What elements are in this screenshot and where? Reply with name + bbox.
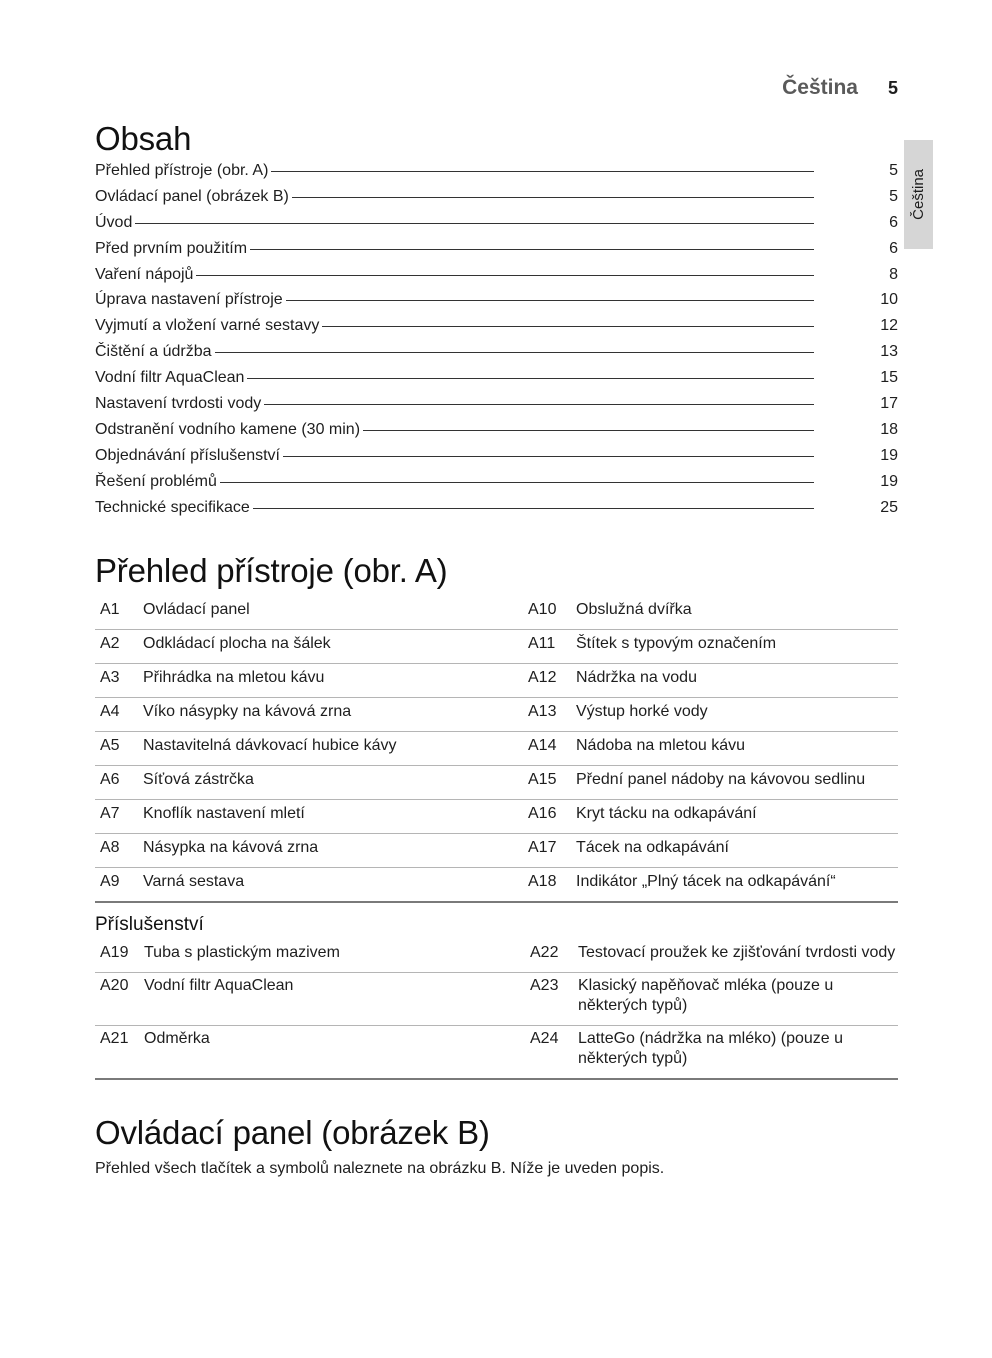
part-code: A8: [100, 839, 120, 857]
toc-entry[interactable]: [95, 447, 898, 473]
toc-entry-page: 6: [889, 239, 898, 257]
toc-entry[interactable]: [95, 162, 898, 188]
toc-entry-page: 10: [880, 291, 898, 309]
part-row: [95, 800, 898, 834]
part-row: [95, 732, 898, 766]
part-name: Štítek s typovým označením: [576, 635, 777, 653]
part-name: Výstup horké vody: [576, 703, 708, 721]
table-of-contents: [95, 162, 898, 524]
toc-leader-line: [264, 404, 814, 405]
toc-leader-line: [253, 508, 814, 509]
part-code: A20: [100, 977, 129, 995]
part-code: A10: [528, 601, 557, 619]
part-name: Přední panel nádoby na kávovou sedlinu: [576, 771, 866, 789]
part-code: A5: [100, 737, 120, 755]
toc-entry[interactable]: [95, 343, 898, 369]
toc-entry-page: 25: [880, 498, 898, 516]
toc-entry[interactable]: [95, 214, 898, 240]
part-code: A11: [528, 635, 556, 653]
toc-leader-line: [283, 456, 814, 457]
toc-leader-line: [363, 430, 814, 431]
toc-entry-title: Řešení problémů: [95, 472, 217, 490]
toc-entry-page: 19: [880, 472, 898, 490]
toc-entry[interactable]: [95, 317, 898, 343]
part-name: Přihrádka na mletou kávu: [143, 669, 325, 687]
toc-leader-line: [322, 326, 814, 327]
part-name: Obslužná dvířka: [576, 601, 692, 619]
toc-entry-title: Vyjmutí a vložení varné sestavy: [95, 317, 320, 335]
part-row: [95, 766, 898, 800]
toc-entry-title: Před prvním použitím: [95, 239, 248, 257]
part-code: A19: [100, 944, 129, 962]
part-row: [95, 596, 898, 630]
part-name: Varná sestava: [143, 873, 245, 891]
part-row: [95, 630, 898, 664]
toc-entry-page: 5: [889, 162, 898, 179]
toc-entry-title: Úvod: [95, 213, 133, 231]
toc-leader-line: [247, 378, 814, 379]
part-code: A9: [100, 873, 120, 891]
toc-leader-line: [250, 249, 814, 250]
part-name: Tuba s plastickým mazivem: [144, 944, 340, 962]
part-code: A24: [530, 1030, 559, 1048]
toc-entry-title: Přehled přístroje (obr. A): [95, 162, 269, 179]
part-name: Testovací proužek ke zjišťování tvrdosti vody: [578, 944, 896, 962]
toc-entry[interactable]: [95, 188, 898, 214]
overview-parts-table: [95, 596, 898, 903]
toc-entry[interactable]: [95, 473, 898, 499]
part-name: Víko násypky na kávová zrna: [143, 703, 352, 721]
part-code: A1: [100, 601, 120, 619]
toc-entry-title: Objednávání příslušenství: [95, 446, 280, 464]
control-panel-title: Ovládací panel (obrázek B): [95, 1114, 490, 1152]
toc-leader-line: [196, 275, 814, 276]
overview-title: Přehled přístroje (obr. A): [95, 552, 448, 590]
part-code: A22: [530, 944, 559, 962]
toc-entry-title: Vaření nápojů: [95, 265, 194, 283]
part-code: A18: [528, 873, 557, 891]
toc-entry-page: 19: [880, 446, 898, 464]
toc-entry-page: 8: [889, 265, 898, 283]
page-header: [782, 76, 898, 100]
toc-entry-page: 13: [880, 343, 898, 361]
toc-leader-line: [135, 223, 814, 224]
toc-leader-line: [292, 197, 814, 198]
side-tab-label: Čeština: [910, 169, 927, 220]
toc-entry[interactable]: [95, 240, 898, 266]
part-code: A15: [528, 771, 557, 789]
part-row: [95, 940, 898, 973]
part-name: Nádržka na vodu: [576, 669, 697, 687]
part-row: [95, 698, 898, 732]
part-name: LatteGo (nádržka na mléko) (pouze u některých typů): [578, 1030, 844, 1068]
accessories-table: [95, 940, 898, 1080]
toc-entry[interactable]: [95, 291, 898, 317]
toc-leader-line: [220, 482, 814, 483]
toc-entry-page: 5: [889, 187, 898, 205]
toc-entry-page: 17: [880, 395, 898, 413]
part-row: [95, 664, 898, 698]
part-name: Klasický napěňovač mléka (pouze u některých typů): [578, 977, 834, 1015]
part-row: [95, 1026, 898, 1080]
part-code: A23: [530, 977, 559, 995]
part-name: Násypka na kávová zrna: [143, 839, 319, 857]
toc-entry-title: Vodní filtr AquaClean: [95, 369, 245, 387]
part-code: A21: [100, 1030, 129, 1048]
toc-leader-line: [215, 352, 814, 353]
toc-entry-title: Čištění a údržba: [95, 343, 212, 361]
toc-title: Obsah: [95, 120, 192, 157]
accessories-title: Příslušenství: [95, 914, 204, 936]
toc-entry[interactable]: [95, 266, 898, 292]
part-code: A6: [100, 771, 120, 789]
toc-leader-line: [286, 300, 814, 301]
toc-leader-line: [271, 171, 814, 172]
part-name: Nádoba na mletou kávu: [576, 737, 745, 755]
toc-entry-title: Nastavení tvrdosti vody: [95, 395, 262, 413]
toc-entry-page: 6: [889, 213, 898, 231]
toc-entry[interactable]: [95, 499, 898, 525]
toc-entry-page: 15: [880, 369, 898, 387]
part-code: A4: [100, 703, 120, 721]
part-name: Odměrka: [144, 1030, 210, 1048]
part-code: A7: [100, 805, 120, 823]
part-name: Indikátor „Plný tácek na odkapávání“: [576, 873, 836, 891]
part-name: Odkládací plocha na šálek: [143, 635, 331, 653]
header-language: Čeština: [782, 76, 858, 99]
part-name: Nastavitelná dávkovací hubice kávy: [143, 737, 397, 755]
language-side-tab: [904, 140, 933, 249]
part-code: A14: [528, 737, 557, 755]
page-content: [95, 120, 898, 1178]
part-name: Knoflík nastavení mletí: [143, 805, 305, 823]
toc-entry-title: Odstranění vodního kamene (30 min): [95, 420, 361, 438]
part-code: A2: [100, 635, 120, 653]
control-panel-description: Přehled všech tlačítek a symbolů naleznete na obrázku B. Níže je uveden popis.: [95, 1160, 665, 1178]
part-name: Vodní filtr AquaClean: [144, 977, 294, 995]
toc-entry-title: Technické specifikace: [95, 498, 250, 516]
part-row: [95, 973, 898, 1026]
page-number: 5: [887, 78, 898, 98]
part-code: A16: [528, 805, 557, 823]
part-name: Kryt tácku na odkapávání: [576, 805, 757, 823]
toc-entry-page: 18: [880, 420, 898, 438]
toc-entry-page: 12: [880, 317, 898, 335]
part-name: Ovládací panel: [143, 601, 250, 619]
part-code: A13: [528, 703, 557, 721]
part-row: [95, 834, 898, 868]
part-name: Síťová zástrčka: [143, 771, 254, 789]
part-code: A3: [100, 669, 120, 687]
part-name: Tácek na odkapávání: [576, 839, 729, 857]
part-row: [95, 868, 898, 903]
toc-entry-title: Úprava nastavení přístroje: [95, 291, 283, 309]
toc-entry[interactable]: [95, 421, 898, 447]
toc-entry[interactable]: [95, 395, 898, 421]
part-code: A17: [528, 839, 557, 857]
part-code: A12: [528, 669, 557, 687]
toc-entry-title: Ovládací panel (obrázek B): [95, 187, 289, 205]
toc-entry[interactable]: [95, 369, 898, 395]
